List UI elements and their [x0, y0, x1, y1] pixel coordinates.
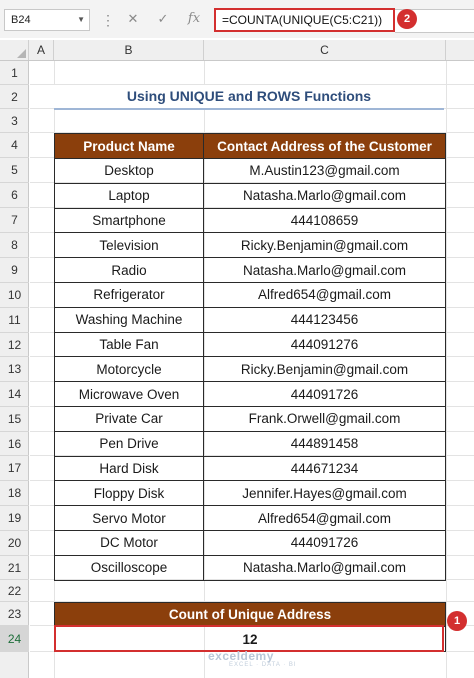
- table-row: [55, 208, 446, 233]
- contact-address-cell[interactable]: Frank.Orwell@gmail.com: [204, 406, 446, 431]
- product-name-cell[interactable]: Table Fan: [55, 332, 204, 357]
- step-badge-1: 1: [447, 611, 467, 631]
- product-name-cell[interactable]: Servo Motor: [55, 506, 204, 531]
- name-box[interactable]: [4, 9, 90, 31]
- step-badge-2: 2: [397, 9, 417, 29]
- row-header-7[interactable]: 7: [0, 208, 29, 233]
- header-product-name[interactable]: Product Name: [55, 134, 204, 159]
- row-header-15[interactable]: 15: [0, 407, 29, 432]
- contact-address-cell[interactable]: 444123456: [204, 307, 446, 332]
- contact-address-cell[interactable]: 444108659: [204, 208, 446, 233]
- contact-address-cell[interactable]: Natasha.Marlo@gmail.com: [204, 183, 446, 208]
- row-header-20[interactable]: 20: [0, 531, 29, 556]
- row-header-18[interactable]: 18: [0, 481, 29, 506]
- column-header-a[interactable]: A: [29, 40, 54, 60]
- chevron-down-icon[interactable]: ▼: [77, 15, 85, 24]
- row-header-14[interactable]: 14: [0, 382, 29, 407]
- header-contact-address[interactable]: Contact Address of the Customer: [204, 134, 446, 159]
- worksheet[interactable]: [30, 61, 474, 678]
- table-row: [55, 183, 446, 208]
- row-header-22[interactable]: 22: [0, 580, 29, 602]
- table-row: [55, 481, 446, 506]
- contact-address-cell[interactable]: Ricky.Benjamin@gmail.com: [204, 357, 446, 382]
- product-name-cell[interactable]: Private Car: [55, 406, 204, 431]
- product-name-cell[interactable]: Television: [55, 233, 204, 258]
- table-row: [55, 282, 446, 307]
- row-header-9[interactable]: 9: [0, 258, 29, 283]
- contact-address-cell[interactable]: Alfred654@gmail.com: [204, 506, 446, 531]
- row-header-4[interactable]: 4: [0, 133, 29, 158]
- product-name-cell[interactable]: Pen Drive: [55, 431, 204, 456]
- table-row: [55, 456, 446, 481]
- contact-address-cell[interactable]: 444891458: [204, 431, 446, 456]
- row-headers: [0, 61, 29, 678]
- table-row: [55, 307, 446, 332]
- contact-address-cell[interactable]: 444091276: [204, 332, 446, 357]
- formula-bar: [0, 0, 474, 38]
- table-row: [55, 357, 446, 382]
- product-name-cell[interactable]: Laptop: [55, 183, 204, 208]
- row-header-6[interactable]: 6: [0, 183, 29, 208]
- watermark-tagline: EXCEL · DATA · BI: [229, 662, 297, 668]
- row-header-11[interactable]: 11: [0, 308, 29, 333]
- grid-line: [446, 61, 447, 678]
- row-header-23[interactable]: 23: [0, 602, 29, 626]
- row-header-2[interactable]: 2: [0, 85, 29, 109]
- table-row: [55, 233, 446, 258]
- product-name-cell[interactable]: Washing Machine: [55, 307, 204, 332]
- column-header-b[interactable]: B: [54, 40, 204, 60]
- product-name-cell[interactable]: Motorcycle: [55, 357, 204, 382]
- enter-icon[interactable]: ✓: [157, 11, 169, 26]
- column-headers: [0, 40, 474, 61]
- table-row: [55, 530, 446, 555]
- count-table: [54, 602, 446, 652]
- row-header-19[interactable]: 19: [0, 506, 29, 531]
- column-header-c[interactable]: C: [204, 40, 446, 60]
- contact-address-cell[interactable]: Jennifer.Hayes@gmail.com: [204, 481, 446, 506]
- table-row: [55, 555, 446, 580]
- table-row: [55, 406, 446, 431]
- insert-function-icon[interactable]: fx: [187, 11, 201, 26]
- table-row: [55, 431, 446, 456]
- row-header-13[interactable]: 13: [0, 357, 29, 382]
- product-name-cell[interactable]: Desktop: [55, 159, 204, 184]
- table-row: [55, 332, 446, 357]
- product-name-cell[interactable]: Radio: [55, 258, 204, 283]
- contact-address-cell[interactable]: 444671234: [204, 456, 446, 481]
- product-name-cell[interactable]: Hard Disk: [55, 456, 204, 481]
- select-all-corner[interactable]: [0, 40, 29, 60]
- product-name-cell[interactable]: Floppy Disk: [55, 481, 204, 506]
- drag-handle-icon[interactable]: ⋮: [101, 12, 113, 28]
- table-header-row: [55, 134, 446, 159]
- contact-address-cell[interactable]: 444091726: [204, 530, 446, 555]
- table-row: [55, 382, 446, 407]
- row-header-8[interactable]: 8: [0, 233, 29, 258]
- select-all-icon: [17, 49, 26, 58]
- row-header-21[interactable]: 21: [0, 556, 29, 580]
- contact-address-cell[interactable]: Natasha.Marlo@gmail.com: [204, 258, 446, 283]
- row-header-1[interactable]: 1: [0, 61, 29, 85]
- contact-address-cell[interactable]: Natasha.Marlo@gmail.com: [204, 555, 446, 580]
- contact-address-cell[interactable]: Ricky.Benjamin@gmail.com: [204, 233, 446, 258]
- name-box-value: B24: [11, 14, 31, 26]
- row-header-24[interactable]: 24: [0, 626, 29, 652]
- product-name-cell[interactable]: Smartphone: [55, 208, 204, 233]
- count-header[interactable]: Count of Unique Address: [55, 603, 446, 627]
- contact-address-cell[interactable]: 444091726: [204, 382, 446, 407]
- product-name-cell[interactable]: Refrigerator: [55, 282, 204, 307]
- data-table: [54, 133, 446, 581]
- watermark-logo: exceldemy: [208, 649, 274, 663]
- cancel-icon[interactable]: ✕: [127, 11, 139, 26]
- row-header-17[interactable]: 17: [0, 456, 29, 481]
- sheet-title: Using UNIQUE and ROWS Functions: [54, 85, 444, 110]
- table-row: [55, 258, 446, 283]
- contact-address-cell[interactable]: M.Austin123@gmail.com: [204, 159, 446, 184]
- count-result-cell[interactable]: 12: [55, 627, 446, 652]
- table-row: [55, 159, 446, 184]
- formula-input[interactable]: =COUNTA(UNIQUE(C5:C21)): [214, 8, 395, 32]
- row-header-3[interactable]: 3: [0, 109, 29, 133]
- row-header-16[interactable]: 16: [0, 432, 29, 456]
- row-header-5[interactable]: 5: [0, 158, 29, 183]
- product-name-cell[interactable]: Oscilloscope: [55, 555, 204, 580]
- product-name-cell[interactable]: Microwave Oven: [55, 382, 204, 407]
- table-row: [55, 506, 446, 531]
- product-name-cell[interactable]: DC Motor: [55, 530, 204, 555]
- contact-address-cell[interactable]: Alfred654@gmail.com: [204, 282, 446, 307]
- row-header-10[interactable]: 10: [0, 283, 29, 308]
- row-header-12[interactable]: 12: [0, 333, 29, 357]
